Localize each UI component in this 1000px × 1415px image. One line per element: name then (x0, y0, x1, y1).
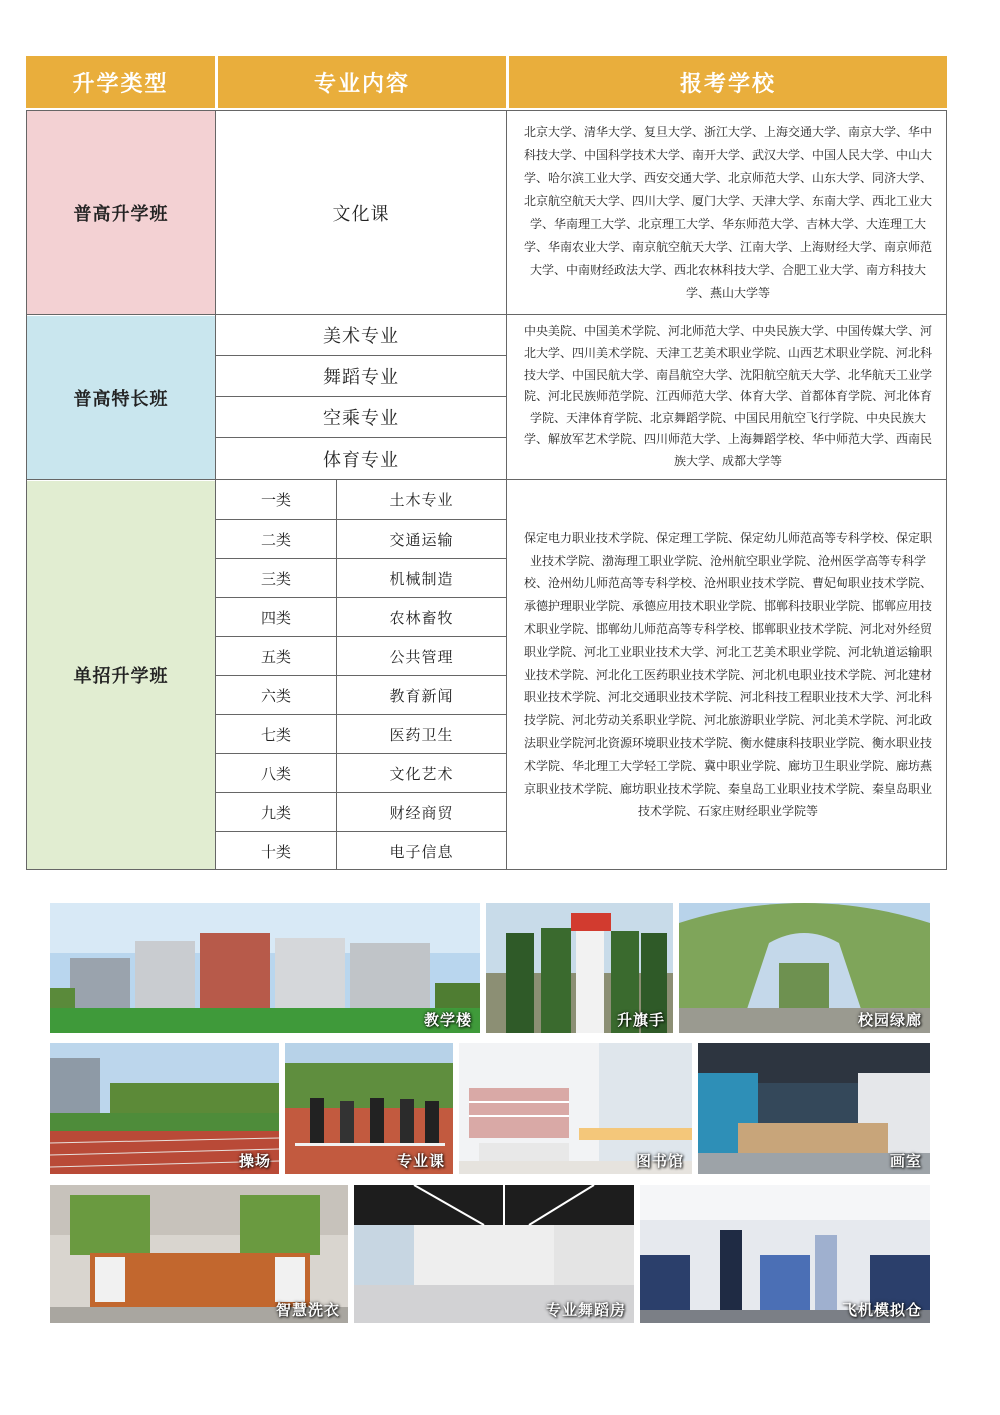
photo-caption: 专业课 (396, 1152, 445, 1170)
class-label: 六类 (260, 686, 291, 705)
hurdle-class-photo (285, 1043, 453, 1174)
class-label: 七类 (260, 725, 291, 744)
photo-caption: 飞机模拟仓 (841, 1301, 922, 1319)
category-single-enrollment-class: 单招升学班 (27, 481, 215, 869)
header-major: 专业内容 (218, 56, 506, 108)
class-major: 公共管理 (389, 647, 454, 666)
schools-regular: 北京大学、清华大学、复旦大学、浙江大学、上海交通大学、南京大学、华中科技大学、中国科学技术大学、南开大学、武汉大学、中国人民大学、中山大学、哈尔滨工业大学、西安交通大学、北京师范大学、山东大学、同济大学、北京航空航天大学、四川大学、厦门大学、天津大学、东南大学、西北工业大学、华南理工大学、北京理工大学、华东师范大学、吉林大学、大连理工大学、华南农业大学、南京航空航天大学、江南大学、上海财经大学、南京师范大学、中南财经政法大学、西北农林科技大学、合肥工业大学、南方科技大学、燕山大学等 (523, 125, 932, 300)
laundry-photo (50, 1185, 348, 1323)
class-major: 交通运输 (389, 530, 454, 549)
class-major: 教育新闻 (389, 686, 454, 705)
major-culture-course: 文化课 (332, 203, 390, 225)
schools-specialty: 中央美院、中国美术学院、河北师范大学、中央民族大学、中国传媒大学、河北大学、四川美术学院、天津工艺美术职业学院、山西艺术职业学院、河北科技大学、中国民航大学、南昌航空大学、沈阳航空航天大学、北华航天工业学院、河北民族师范学院、江西师范大学、体育大学、首都体育学院、河北体育学院、天津体育学院、北京舞蹈学院、中国民用航空飞行学院、中央民族大学、解放军艺术学院、四川师范大学、上海舞蹈学校、华中师范大学、西南民族大学、成都大学等 (523, 324, 932, 468)
category-specialty-class: 普高特长班 (27, 316, 215, 479)
header-category: 升学类型 (26, 56, 215, 108)
aircraft-cabin-photo (640, 1185, 930, 1323)
major-dance: 舞蹈专业 (323, 367, 399, 388)
category-regular-class: 普高升学班 (27, 111, 215, 314)
class-label: 九类 (260, 803, 291, 822)
header-schools: 报考学校 (509, 56, 947, 108)
class-label: 十类 (260, 842, 291, 861)
class-major: 文化艺术 (389, 764, 454, 783)
class-major: 电子信息 (389, 842, 454, 861)
photo-caption: 图书馆 (635, 1152, 684, 1170)
photo-caption: 画室 (889, 1152, 922, 1170)
major-art: 美术专业 (323, 326, 399, 347)
class-major: 农林畜牧 (389, 608, 454, 627)
photo-caption: 智慧洗衣 (275, 1301, 340, 1319)
class-label: 一类 (260, 491, 291, 509)
photo-caption: 专业舞蹈房 (545, 1301, 626, 1319)
schools-single-enrollment: 保定电力职业技术学院、保定理工学院、保定幼儿师范高等专科学校、保定职业技术学院、渤海理工职业学院、沧州航空职业学院、沧州医学高等专科学校、沧州幼儿师范高等专科学校、沧州职业技术学院、曹妃甸职业技术学院、承德护理职业学院、承德应用技术职业学院、邯郸科技职业学院、邯郸应用技术职业学院、邯郸幼儿师范高等专科学校、邯郸职业技术学院、河北对外经贸职业学院、河北工业职业技术大学、河北工艺美术职业学院、河北轨道运输职业技术学院、河北化工医药职业技术学院、河北机电职业技术学院、河北建材职业技术学院、河北交通职业技术学院、河北科技工程职业技术大学、河北科技学院、河北劳动关系职业学院、河北旅游职业学院、河北美术学院、河北政法职业学院河北资源环境职业技术学院、衡水健康科技职业学院、衡水职业技术学院、华北理工大学轻工学院、冀中职业学院、廊坊卫生职业学院、廊坊燕京职业技术学院、廊坊职业技术学院、秦皇岛工业职业技术学院、秦皇岛职业技术学院、石家庄财经职业学院等 (523, 530, 932, 819)
class-major: 医药卫生 (389, 725, 454, 744)
class-label: 二类 (260, 530, 291, 549)
art-studio-photo (698, 1043, 930, 1174)
class-label: 八类 (260, 764, 291, 783)
divider (506, 110, 507, 870)
photo-caption: 校园绿廊 (857, 1011, 922, 1029)
photo-caption: 教学楼 (423, 1011, 472, 1029)
library-photo (459, 1043, 692, 1174)
major-flight-attendant: 空乘专业 (323, 408, 399, 429)
green-corridor-photo (679, 903, 930, 1033)
class-label: 五类 (260, 647, 291, 666)
class-label: 三类 (260, 569, 291, 588)
photo-caption: 升旗手 (616, 1011, 665, 1029)
dance-room-photo (354, 1185, 634, 1323)
class-major: 土木专业 (389, 491, 454, 509)
class-major: 财经商贸 (389, 803, 454, 822)
photo-caption: 操场 (238, 1152, 271, 1170)
class-label: 四类 (260, 608, 291, 627)
flag-guard-photo (486, 903, 673, 1033)
playground-photo (50, 1043, 279, 1174)
building-photo (50, 903, 480, 1033)
major-sports: 体育专业 (323, 449, 399, 471)
class-major: 机械制造 (389, 569, 454, 588)
